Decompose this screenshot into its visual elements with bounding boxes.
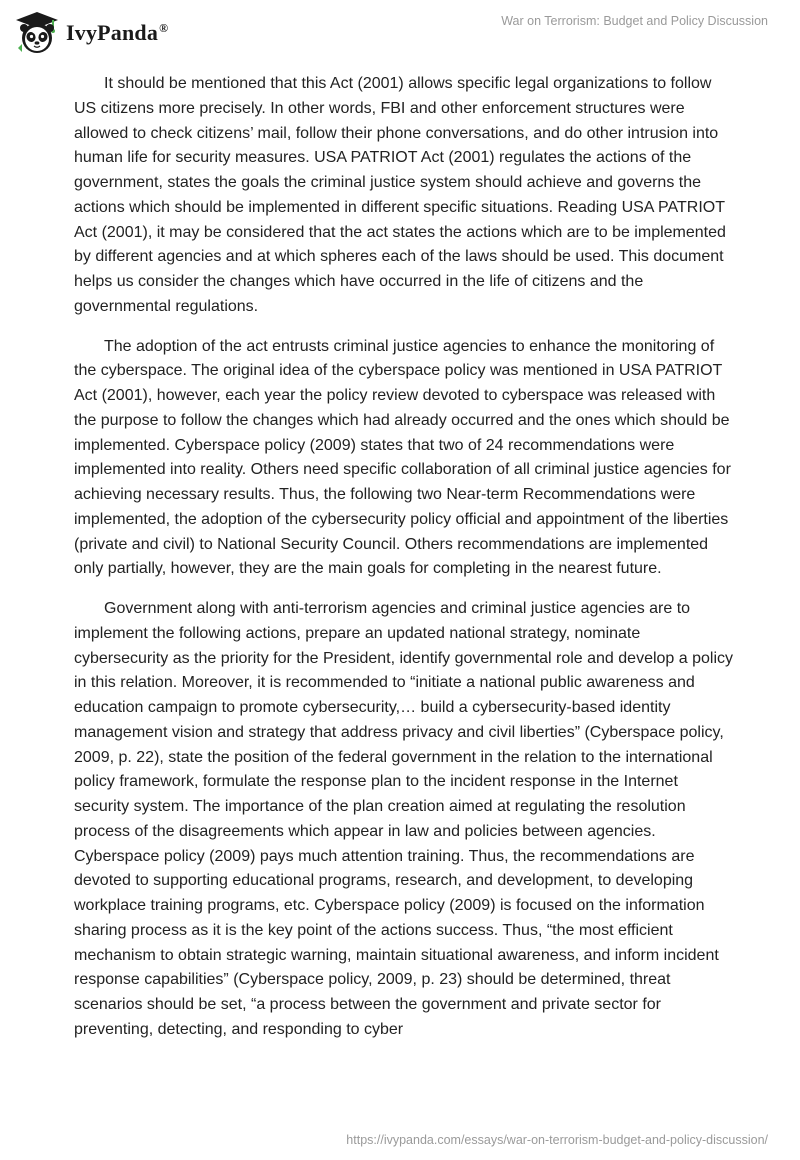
paragraph: Government along with anti-terrorism agencies and criminal justice agencies are to implement the following actions, prepare an updated national strategy, nominate cybersecurity as the priority for the President, identify governmental role and develop a policy in this relation. Moreover, it is recommended to “initiate a national public awareness and education campaign to promote cybersecurity,… build a cybersecurity-based identity management vision and strategy that address privacy and civil liberties” (Cyberspace policy, 2009, p. 22), state the position of the federal government in the relation to the international policy framework, formulate the response plan to the incident response in the Internet security system. The importance of the plan creation aimed at regulating the resolution process of the disagreements which appear in law and policies between agencies. Cyberspace policy (2009) pays much attention training. Thus, the recommendations are devoted to supporting educational programs, research, and development, to developing workplace training programs, etc. Cyberspace policy (2009) is focused on the information sharing process as it is the key point of the actions success. Thus, “the most efficient mechanism to obtain strategic warning, maintain situational awareness, and inform incident response capabilities” (Cyberspace policy, 2009, p. 23) should be determined, threat scenarios should be set, “a process between the government and private sector for preventing, detecting, and responding to cyber	[74, 600, 734, 1038]
brand-name: IvyPanda®	[66, 20, 169, 45]
source-url[interactable]: https://ivypanda.com/essays/war-on-terrorism-budget-and-policy-discussion/	[346, 1133, 768, 1147]
registered-mark: ®	[159, 20, 169, 35]
brand-logo[interactable]	[14, 10, 168, 56]
paragraph: The adoption of the act entrusts criminal justice agencies to enhance the monitoring of the cyberspace. The original idea of the cyberspace policy was mentioned in USA PATRIOT Act (2001), however, each year the policy review devoted to cyberspace was released with the purpose to follow the changes which had already occurred and the ones which should be implemented. Cyberspace policy (2009) states that two of 24 recommendations were implemented into reality. Others need specific collaboration of all criminal justice agencies for achieving necessary results. Thus, the following two Near-term Recommendations were implemented, the adoption of the cybersecurity policy official and appointment of the liberties (private and civil) to National Security Council. Others recommendations are implemented only partially, however, they are the main goals for completing in the nearest future.	[74, 337, 731, 578]
page-header	[0, 0, 800, 70]
panda-graduate-icon	[14, 10, 60, 56]
document-title: War on Terrorism: Budget and Policy Discussion	[501, 14, 768, 28]
paragraph: It should be mentioned that this Act (2001) allows specific legal organizations to follow US citizens more precisely. In other words, FBI and other enforcement structures were allowed to check citizens’ mail, follow their phone conversations, and do other intrusion into human life for security measures. USA PATRIOT Act (2001) regulates the actions of the government, states the goals the criminal justice system should achieve and governs the actions which should be implemented in different specific situations. Reading USA PATRIOT Act (2001), it may be considered that the act states the actions which are to be implemented by different agencies and at which spheres each of the laws should be used. This document helps us consider the changes which have occurred in the life of citizens and the governmental regulations.	[74, 75, 726, 315]
essay-body	[74, 72, 734, 1058]
